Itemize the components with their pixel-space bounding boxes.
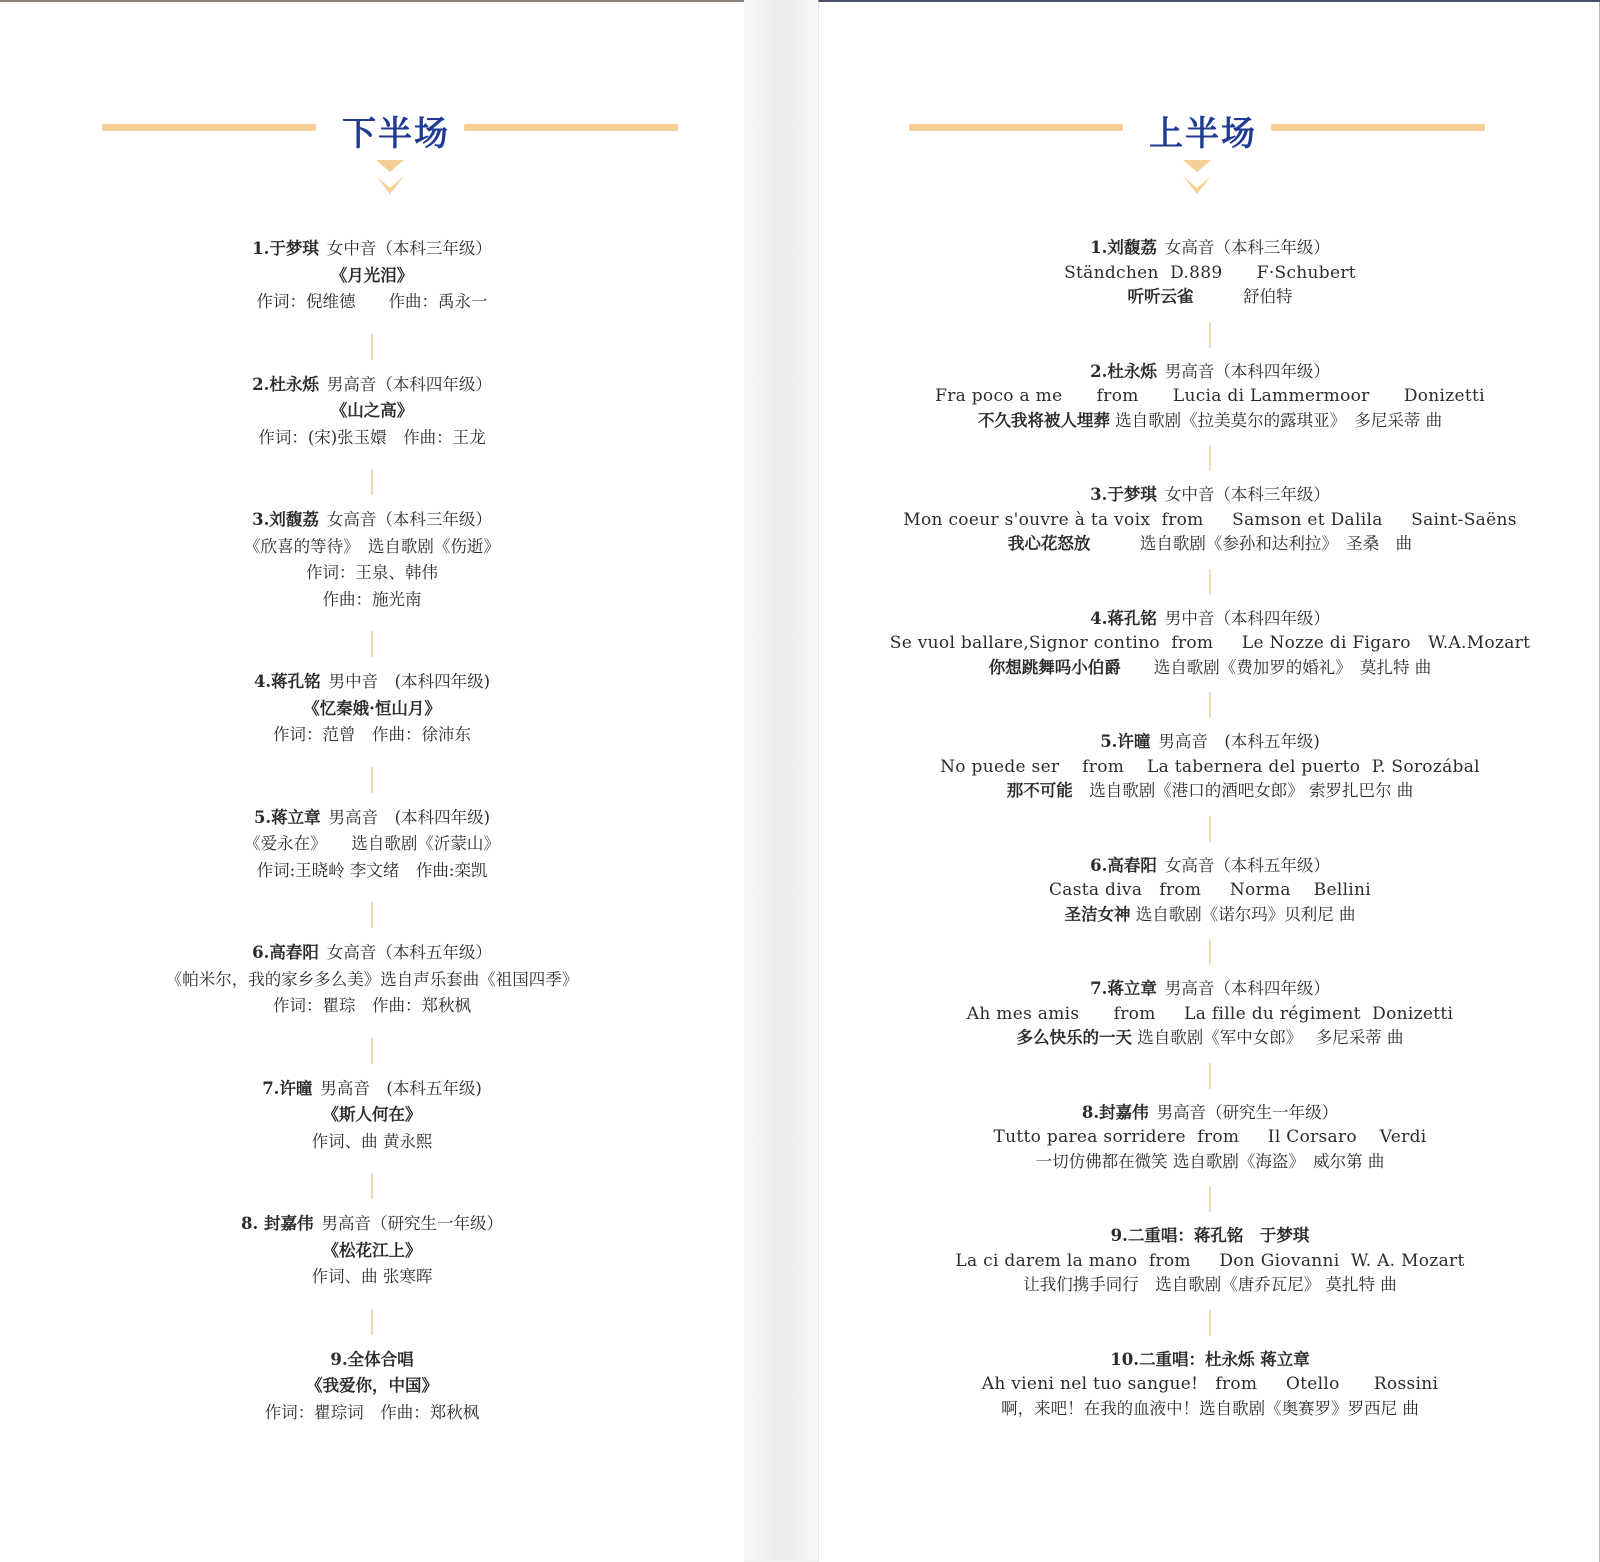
performer-name: 7.蒋立章 (1090, 979, 1157, 998)
voice-type: 男高音（本科四年级） (326, 374, 492, 394)
page-gutter (744, 0, 818, 1560)
voice-type: 男高音（研究生一年级） (1156, 1102, 1339, 1122)
chinese-title-line (819, 532, 1600, 557)
chinese-title: 圣洁女神 (1064, 904, 1131, 924)
piece-title: 《欣喜的等待》 选自歌剧《伤逝》 (244, 536, 500, 556)
performer-name: 4.蒋孔铭 (253, 672, 321, 691)
piece-title: 《月光泪》 (330, 265, 414, 285)
voice-type: 女高音（本科三年级） (326, 510, 492, 529)
voice-type: 男高音 (本科五年级) (320, 1078, 482, 1098)
piece-title: 《爱永在》 选自歌剧《沂蒙山》 (244, 834, 500, 853)
section-header-first-half (909, 106, 1484, 166)
program-item (819, 854, 1600, 928)
item-header (819, 1348, 1600, 1373)
original-title: No puede ser from La tabernera del puerto P. Sorozábal (940, 756, 1480, 777)
voice-type: 男高音（研究生一年级） (321, 1214, 503, 1233)
performer-name: 9.全体合唱 (330, 1349, 414, 1369)
original-title: La ci darem la mano from Don Giovanni W. A. Mozart (955, 1250, 1465, 1271)
program-item (0, 1076, 744, 1156)
program-item (819, 483, 1600, 557)
chinese-title: 那不可能 (1006, 781, 1073, 800)
source-composer: 选自歌剧《费加罗的婚礼》 莫扎特 曲 (1120, 657, 1432, 677)
original-title: Ah mes amis from La fille du régiment Donizetti (966, 1003, 1454, 1024)
program-item (0, 669, 744, 749)
program-list-second-half (0, 236, 744, 1426)
connector-line (371, 631, 373, 657)
header-bar-left (909, 124, 1123, 131)
program-item (0, 507, 744, 613)
voice-type: 男中音 (本科四年级) (328, 672, 491, 691)
piece-title: 《我爱你，中国》 (306, 1376, 438, 1395)
source-composer: 舒伯特 (1193, 287, 1293, 306)
header-bar-right (1271, 124, 1485, 131)
voice-type: 女中音（本科三年级） (1164, 485, 1330, 504)
item-header (819, 854, 1600, 879)
performer-name: 4.蒋孔铭 (1090, 608, 1157, 628)
original-title: Ah vieni nel tuo sangue! from Otello Rossini (981, 1374, 1439, 1394)
connector-line (1209, 445, 1211, 471)
program-item (0, 372, 744, 452)
connector-line (371, 1038, 373, 1064)
program-item (819, 1101, 1600, 1175)
connector-line (1209, 692, 1211, 718)
connector-line (371, 902, 373, 928)
piece-title: 《帕米尔，我的家乡多么美》选自声乐套曲《祖国四季》 (165, 969, 579, 989)
program-item (819, 360, 1600, 434)
item-header (0, 1076, 744, 1103)
piece-title: 《松花江上》 (322, 1240, 422, 1260)
connector-line (1209, 1063, 1211, 1089)
item-header (0, 805, 744, 832)
performer-name: 2.杜永烁 (1090, 361, 1157, 381)
chinese-title: 我心花怒放 (1007, 534, 1091, 553)
performer-name: 3.于梦琪 (1090, 485, 1157, 504)
program-item (819, 607, 1600, 681)
program-item (819, 1224, 1600, 1298)
performer-name: 10.二重唱：杜永烁 蒋立章 (1110, 1349, 1310, 1369)
double-chevron-down-icon (1179, 158, 1215, 204)
voice-type: 男高音 (本科四年级) (328, 807, 491, 827)
performer-name: 6.高春阳 (252, 943, 319, 962)
credits: 作曲：施光南 (322, 589, 422, 609)
source-composer: 啊，来吧！在我的血液中！选自歌剧《奥赛罗》罗西尼 曲 (1001, 1398, 1419, 1418)
item-header (0, 236, 744, 263)
connector-line (1209, 322, 1211, 348)
performer-name: 1.于梦琪 (252, 239, 319, 258)
original-title: Tutto parea sorridere from Il Corsaro Verdi (993, 1127, 1427, 1147)
item-header (0, 372, 744, 399)
original-title: Ständchen D.889 F·Schubert (1064, 262, 1356, 283)
program-list-first-half (819, 236, 1600, 1421)
source-composer: 选自歌剧《军中女郎》 多尼采蒂 曲 (1132, 1028, 1404, 1047)
performer-name: 8.封嘉伟 (1081, 1102, 1149, 1122)
performer-name: 5.许曈 (1100, 732, 1151, 751)
item-header (819, 607, 1600, 632)
left-page (0, 0, 744, 1562)
connector-line (371, 767, 373, 793)
program-item (819, 730, 1600, 804)
performer-name: 9.二重唱：蒋孔铭 于梦琪 (1110, 1226, 1310, 1245)
voice-type: 女中音（本科三年级） (326, 239, 492, 258)
chinese-title: 多么快乐的一天 (1016, 1028, 1132, 1047)
source-composer: 让我们携手同行 选自歌剧《唐乔瓦尼》 莫扎特 曲 (1023, 1275, 1397, 1294)
credits: 作词:王晓岭 李文绪 作曲:栾凯 (256, 860, 488, 880)
performer-name: 8. 封嘉伟 (241, 1214, 314, 1233)
credits: 作词：倪维德 作曲：禹永一 (256, 292, 488, 311)
chinese-title: 不久我将被人埋葬 (977, 410, 1110, 430)
piece-title: 《山之高》 (330, 401, 414, 420)
voice-type: 男中音（本科四年级） (1164, 608, 1330, 628)
performer-name: 2.杜永烁 (252, 374, 319, 394)
item-header (0, 1347, 744, 1374)
double-chevron-down-icon (372, 158, 408, 204)
connector-line (371, 1173, 373, 1199)
section-title: 上半场 (1149, 114, 1257, 154)
voice-type: 女高音（本科五年级） (1164, 855, 1330, 875)
original-title: Casta diva from Norma Bellini (1048, 880, 1372, 900)
item-header (819, 1101, 1600, 1126)
chinese-title-line (819, 903, 1600, 928)
item-header (819, 1224, 1600, 1249)
credits: 作词、曲 黄永熙 (311, 1131, 433, 1151)
performer-name: 5.蒋立章 (253, 807, 321, 827)
item-header (0, 507, 744, 534)
chinese-title-line (819, 285, 1600, 310)
original-title: Se vuol ballare,Signor contino from Le Nozze di Figaro W.A.Mozart (889, 633, 1531, 653)
connector-line (1209, 1310, 1211, 1336)
connector-line (371, 469, 373, 495)
original-title: Mon coeur s'ouvre à ta voix from Samson et Dalila Saint-Saëns (903, 509, 1517, 530)
program-item (0, 1211, 744, 1291)
voice-type: 男高音（本科四年级） (1164, 361, 1330, 381)
chinese-title: 听听云雀 (1127, 287, 1194, 306)
chinese-title-line (819, 1273, 1600, 1298)
credits: 作词、曲 张寒晖 (311, 1267, 433, 1286)
program-item (819, 1348, 1600, 1422)
voice-type: 女高音（本科三年级） (1164, 238, 1330, 257)
source-composer: 选自歌剧《拉美莫尔的露琪亚》 多尼采蒂 曲 (1109, 410, 1443, 430)
source-composer: 选自歌剧《诺尔玛》贝利尼 曲 (1130, 904, 1356, 924)
performer-name: 7.许曈 (262, 1078, 313, 1098)
program-item (0, 805, 744, 885)
credits: 作词：瞿琮词 作曲：郑秋枫 (264, 1402, 480, 1422)
source-composer: 选自歌剧《参孙和达利拉》 圣桑 曲 (1090, 534, 1413, 553)
credits: 作词：瞿琮 作曲：郑秋枫 (273, 996, 471, 1015)
program-item (819, 236, 1600, 310)
item-header (0, 940, 744, 967)
voice-type: 女高音（本科五年级） (326, 943, 492, 962)
chinese-title-line (819, 1397, 1600, 1422)
chinese-title-line (819, 409, 1600, 434)
voice-type: 男高音 (本科五年级) (1158, 732, 1320, 751)
performer-name: 3.刘馥荔 (252, 510, 319, 529)
chinese-title-line (819, 656, 1600, 681)
program-item (0, 1347, 744, 1427)
item-header (819, 483, 1600, 508)
item-header (819, 360, 1600, 385)
item-header (0, 669, 744, 696)
connector-line (1209, 939, 1211, 965)
item-header (819, 977, 1600, 1002)
source-composer: 一切仿佛都在微笑 选自歌剧《海盗》 威尔第 曲 (1035, 1151, 1385, 1171)
connector-line (1209, 569, 1211, 595)
item-header (819, 730, 1600, 755)
chinese-title-line (819, 1026, 1600, 1051)
performer-name: 1.刘馥荔 (1090, 238, 1157, 257)
section-header-second-half (102, 106, 677, 166)
item-header (0, 1211, 744, 1238)
credits: 作词：王泉、韩伟 (306, 563, 438, 582)
credits: 作词：范曾 作曲：徐沛东 (273, 725, 471, 744)
program-item (0, 236, 744, 316)
connector-line (1209, 1186, 1211, 1212)
original-title: Fra poco a me from Lucia di Lammermoor Donizetti (935, 386, 1485, 406)
voice-type: 男高音（本科四年级） (1164, 979, 1330, 998)
chinese-title: 你想跳舞吗小伯爵 (988, 657, 1121, 677)
chinese-title-line (819, 1150, 1600, 1175)
chinese-title-line (819, 779, 1600, 804)
program-item (819, 977, 1600, 1051)
connector-line (371, 1309, 373, 1335)
program-item (0, 940, 744, 1020)
header-bar-left (102, 124, 316, 131)
connector-line (371, 334, 373, 360)
connector-line (1209, 816, 1211, 842)
section-title: 下半场 (342, 114, 450, 154)
performer-name: 6.高春阳 (1090, 855, 1157, 875)
item-header (819, 236, 1600, 261)
source-composer: 选自歌剧《港口的酒吧女郎》 索罗扎巴尔 曲 (1072, 781, 1414, 800)
right-page (818, 0, 1600, 1562)
header-bar-right (464, 124, 678, 131)
piece-title: 《斯人何在》 (322, 1105, 422, 1124)
credits: 作词：(宋)张玉嬛 作曲：王龙 (258, 427, 486, 447)
piece-title: 《忆秦娥·恒山月》 (303, 698, 441, 718)
